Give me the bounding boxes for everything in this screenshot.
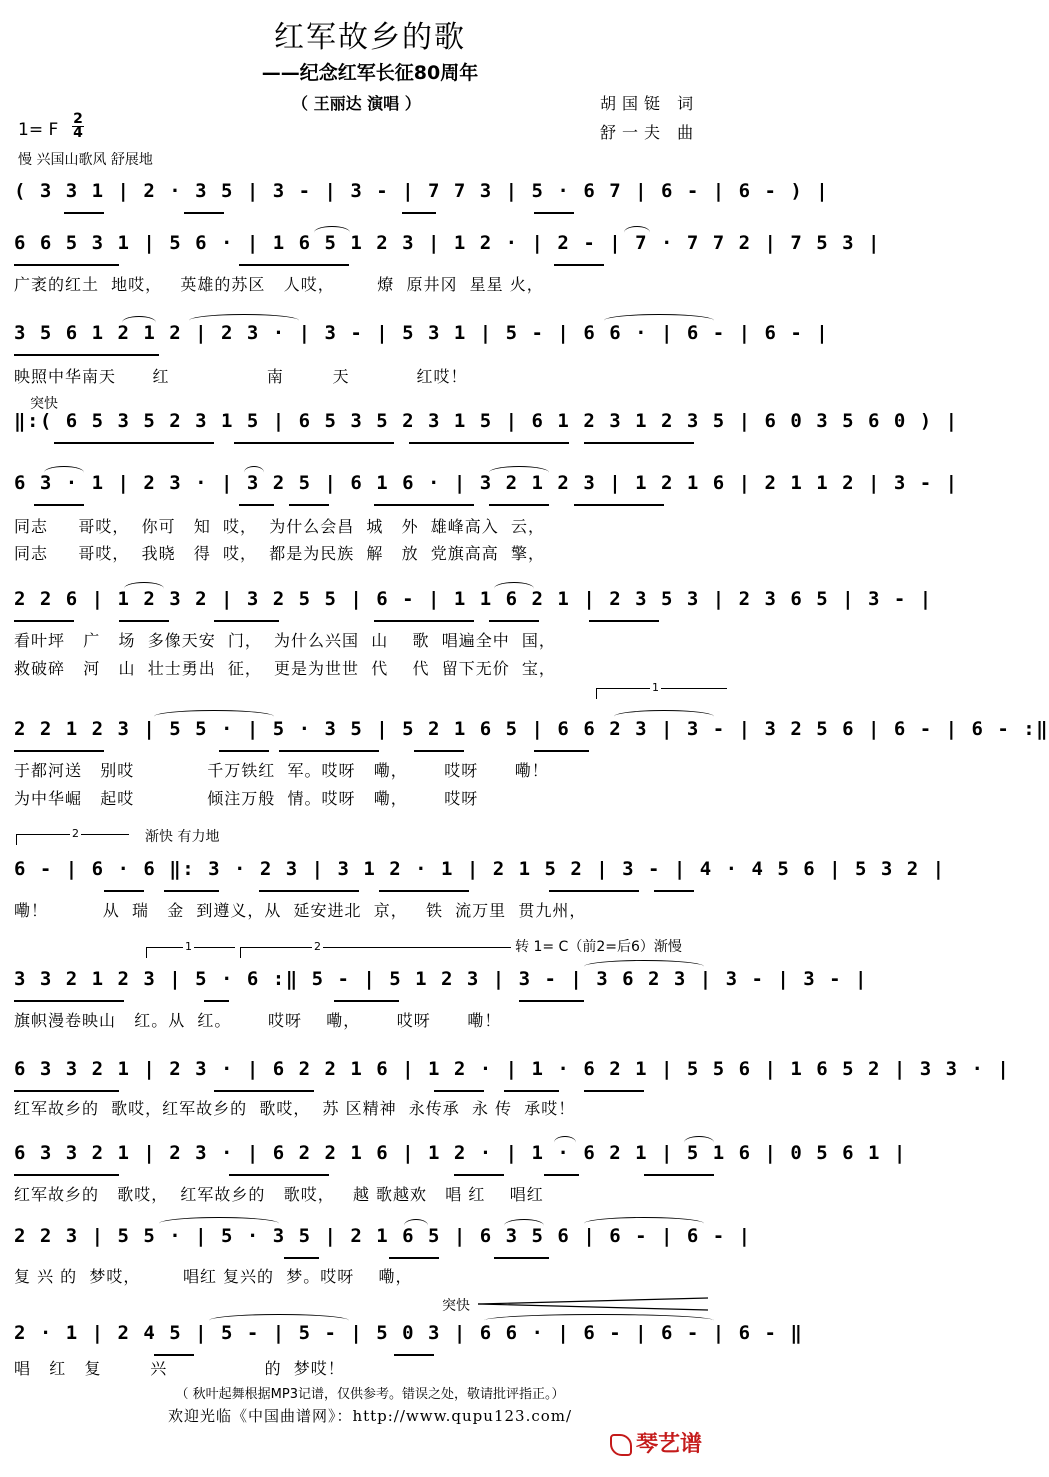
lyric-line: 唱 红 复 兴 的 梦哎！ [14,1359,345,1378]
volta-first-label-2: 1 [185,940,192,953]
lyric-line: 嘞！ 从 瑞 金 到遵义，从 延安进北 京， 铁 流万里 贯九州， [14,901,587,920]
direction-modulation: 转 1= C（前2=后6）渐慢 [515,939,682,955]
notation-line: 6 3 3 2 1 | 2 3 · | 6 2 2 1 6 | 1 2 · | 1 · 6 2 1 | 5 1 6 | 0 5 6 1 | [14,1142,907,1164]
score-row-1 [14,180,830,220]
score-row-7 [14,718,1049,758]
site-logo [610,1427,702,1458]
volta-first-ending [596,688,727,699]
notation-line: 2 2 1 2 3 | 5 5 · | 5 · 3 5 | 5 2 1 6 5 | 6 6 2 3 | 3 - | 3 2 5 6 | 6 - | 6 - :‖ [14,718,1049,740]
notation-line: 6 3 3 2 1 | 2 3 · | 6 2 2 1 6 | 1 2 · | 1 · 6 2 1 | 5 5 6 | 1 6 5 2 | 3 3 · | [14,1058,1011,1080]
time-signature-top: 2 [73,111,83,127]
song-title: 红军故乡的歌 [274,20,466,55]
notation-line: 6 - | 6 · 6 ‖: 3 · 2 3 | 3 1 2 · 1 | 2 1 5 2 | 3 - | 4 · 4 5 6 | 5 3 2 | [14,858,946,880]
score-row-3 [14,322,830,362]
lyric-line: 救破碎 河 山 壮士勇出 征， 更是为世世 代 代 留下无价 宝， [14,659,556,678]
music-note-icon [610,1434,632,1456]
score-row-4 [14,410,959,450]
lyric-line: 于都河送 别哎 千万铁红 军。哎呀 嘞， 哎呀 嘞！ [14,761,549,780]
notation-line: 3 5 6 1 2 1 2 | 2 3 · | 3 - | 5 3 1 | 5 - | 6 6 · | 6 - | 6 - | [14,322,830,344]
notation-line: 2 2 3 | 5 5 · | 5 · 3 5 | 2 1 6 5 | 6 3 5 6 | 6 - | 6 - | [14,1225,752,1247]
score-row-9 [14,968,868,1008]
lyric-line: 复 兴 的 梦哎， 唱红 复兴的 梦。哎呀 嘞， [14,1267,413,1286]
score-row-8 [14,858,946,898]
song-subtitle: ——纪念红军长征80周年 [261,62,479,84]
crescendo-hairpin [478,1296,708,1312]
direction-accelerando: 渐快 有力地 [145,829,220,845]
notation-line: 2 2 6 | 1 2 3 2 | 3 2 5 5 | 6 - | 1 1 6 2 1 | 2 3 5 3 | 2 3 6 5 | 3 - | [14,588,933,610]
composer-credit: 舒一夫 曲 [600,123,700,142]
notation-line: ‖:( 6 5 3 5 2 3 1 5 | 6 5 3 5 2 3 1 5 | 6 1 2 3 1 2 3 5 | 6 0 3 5 6 0 ) | [14,410,959,432]
score-row-5 [14,472,959,512]
site-welcome: 欢迎光临《中国曲谱网》：http://www.qupu123.com/ [167,1407,573,1425]
volta-second-label: 2 [72,827,79,840]
singer: （ 王丽达 演唱 ） [292,94,421,113]
logo-text: 琴艺谱 [636,1432,703,1457]
lyricist-credit: 胡国铤 词 [600,94,700,113]
score-row-6 [14,588,933,628]
direction-sudden-fast: 突快 [30,396,58,412]
lyric-line: 为中华崛 起哎 倾注万般 情。哎呀 嘞， 哎呀 [14,789,479,808]
lyric-line: 映照中华南天 红 南 天 红哎！ [14,367,468,386]
notation-line: 6 3 · 1 | 2 3 · | 3 2 5 | 6 1 6 · | 3 2 1 2 3 | 1 2 1 6 | 2 1 1 2 | 3 - | [14,472,959,494]
lyric-line: 旗帜漫卷映山 红。从 红。 哎呀 嘞， 哎呀 嘞！ [14,1011,502,1030]
score-row-12 [14,1225,752,1265]
tempo-marking: 慢 兴国山歌风 舒展地 [18,152,153,168]
transcription-note: （ 秋叶起舞根据MP3记谱，仅供参考。错误之处，敬请批评指正。） [175,1387,565,1402]
lyric-line: 看叶坪 广 场 多像天安 门， 为什么兴国 山 歌 唱遍全中 国， [14,631,556,650]
lyric-line: 广袤的红土 地哎， 英雄的苏区 人哎， 燎 原井冈 星星 火， [14,275,544,294]
lyric-line: 红军故乡的 歌哎， 红军故乡的 歌哎， 越 歌越欢 唱 红 唱红 [14,1185,544,1204]
lyric-line: 红军故乡的 歌哎，红军故乡的 歌哎， 苏 区精神 永传承 永 传 承哎！ [14,1099,576,1118]
time-signature-bottom: 4 [73,125,83,141]
volta-second-label-2: 2 [314,940,321,953]
volta-first-label: 1 [652,681,659,694]
notation-line: ( 3 3 1 | 2 · 3 5 | 3 - | 3 - | 7 7 3 | 5 · 6 7 | 6 - | 6 - ) | [14,180,830,202]
lyric-line: 同志 哥哎， 我晓 得 哎， 都是为民族 解 放 党旗高高 擎， [14,544,545,563]
score-row-10 [14,1058,1011,1098]
score-row-11 [14,1142,907,1182]
volta-second-ending-2 [240,947,511,958]
key-signature: 1= F [18,120,59,140]
time-signature [72,113,84,140]
notation-line: 6 6 5 3 1 | 5 6 · | 1 6 5 1 2 3 | 1 2 · | 2 - | 7 · 7 7 2 | 7 5 3 | [14,232,881,254]
direction-sudden-fast-2: 突快 [442,1298,470,1314]
notation-line: 2 · 1 | 2 4 5 | 5 - | 5 - | 5 0 3 | 6 6 · | 6 - | 6 - | 6 - ‖ [14,1322,804,1344]
score-row-2 [14,232,881,272]
lyric-line: 同志 哥哎， 你可 知 哎， 为什么会昌 城 外 雄峰高入 云， [14,517,545,536]
notation-line: 3 3 2 1 2 3 | 5 · 6 :‖ 5 - | 5 1 2 3 | 3 - | 3 6 2 3 | 3 - | 3 - | [14,968,868,990]
